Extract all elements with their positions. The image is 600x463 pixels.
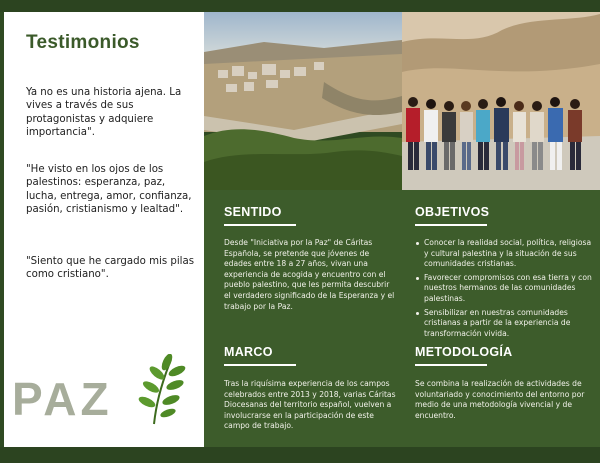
- objetivo-item-3: Sensibilizar en nuestras comunidades cristianas a partir de la experiencia de transformación vivida.: [415, 308, 595, 340]
- metodologia-divider: [415, 364, 487, 366]
- sentido-divider: [224, 224, 296, 226]
- marco-divider: [224, 364, 296, 366]
- paz-logo-text: PAZ: [12, 373, 113, 425]
- sentido-heading: SENTIDO: [224, 205, 282, 219]
- bottom-frame-band: [0, 447, 600, 463]
- top-frame-band: [0, 0, 600, 12]
- objetivo-item-1: Conocer la realidad social, política, religiosa y cultural palestina y la situación de sus comunidades cristianas.: [415, 238, 595, 270]
- olive-branch-icon: [134, 354, 186, 426]
- objetivos-list: [415, 238, 595, 342]
- testimony-quote-3: "Siento que he cargado mis pilas como cristiano".: [26, 256, 195, 281]
- objetivo-item-2: Favorecer compromisos con esa tierra y con nuestros hermanos de las comunidades palestinas.: [415, 273, 595, 305]
- testimony-quote-1: Ya no es una historia ajena. La vives a través de sus protagonistas y adquiere importancia".: [26, 87, 182, 139]
- metodologia-heading: METODOLOGÍA: [415, 345, 513, 359]
- marco-text: Tras la riquísima experiencia de los campos celebrados entre 2013 y 2018, varias Cáritas Diocesanas del territorio español, vuelven a involucrarse en la participación de este campo de trabajo.: [224, 379, 396, 431]
- volunteers-photo: [402, 12, 600, 190]
- testimonios-title: Testimonios: [26, 32, 140, 53]
- objetivos-heading: OBJETIVOS: [415, 205, 490, 219]
- metodologia-text: Se combina la realización de actividades de voluntariado y conocimiento del entorno por medio de una metodología vivencial y de encuentro.: [415, 379, 585, 420]
- testimonios-panel: [4, 12, 204, 447]
- marco-heading: MARCO: [224, 345, 273, 359]
- sentido-text: Desde "Iniciativa por la Paz" de Cáritas Española, se pretende que jóvenes de edades entre 18 a 27 años, vivan una experiencia de acogida y encuentro con el pueblo palestino, que les permita descubrir el verdadero significado de la Esperanza y el trabajo por la Paz.: [224, 238, 395, 311]
- objetivos-divider: [415, 224, 487, 226]
- landscape-photo: [204, 12, 402, 190]
- info-panel: [204, 190, 600, 447]
- testimony-quote-2: "He visto en los ojos de los palestinos: esperanza, paz, lucha, entrega, amor, confianza, pasión, cristianismo y lealtad".: [26, 164, 192, 216]
